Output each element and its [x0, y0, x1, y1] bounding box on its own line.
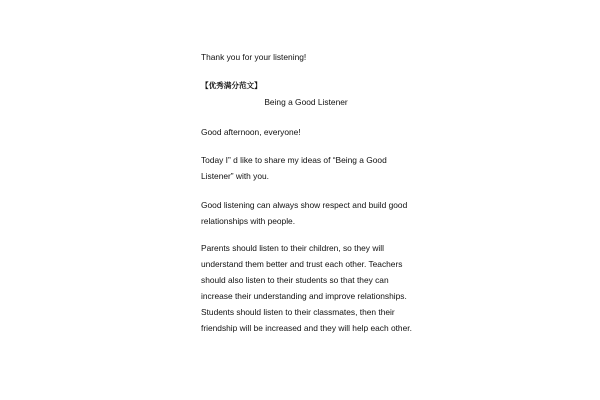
paragraph-line: Today I” d like to share my ideas of “Being a Good: [201, 155, 387, 165]
paragraph-line: Listener” with you.: [201, 171, 269, 181]
paragraph-line: Students should listen to their classmates, then their: [201, 307, 395, 317]
greeting-text: Good afternoon, everyone!: [201, 127, 301, 137]
paragraph-respect: [201, 197, 411, 229]
section-heading-text: 【优秀满分范文】: [201, 81, 262, 90]
paragraph-line: relationships with people.: [201, 216, 296, 226]
paragraph-line: understand them better and trust each other. Teachers: [201, 259, 403, 269]
section-heading: [201, 78, 411, 94]
paragraph-intro: [201, 152, 411, 184]
essay-title: [201, 94, 411, 110]
paragraph-line: Parents should listen to their children, so they will: [201, 243, 384, 253]
paragraph-line: friendship will be increased and they will help each other.: [201, 323, 412, 333]
paragraph-line: increase their understanding and improve relationships.: [201, 291, 407, 301]
paragraph-line: Good listening can always show respect and build good: [201, 200, 408, 210]
essay-title-text: Being a Good Listener: [264, 97, 348, 107]
closing-text: Thank you for your listening!: [201, 52, 307, 62]
paragraph-line: should also listen to their students so that they can: [201, 275, 389, 285]
closing-line: [201, 49, 411, 65]
greeting-paragraph: [201, 124, 411, 140]
paragraph-relationships: [201, 240, 411, 336]
